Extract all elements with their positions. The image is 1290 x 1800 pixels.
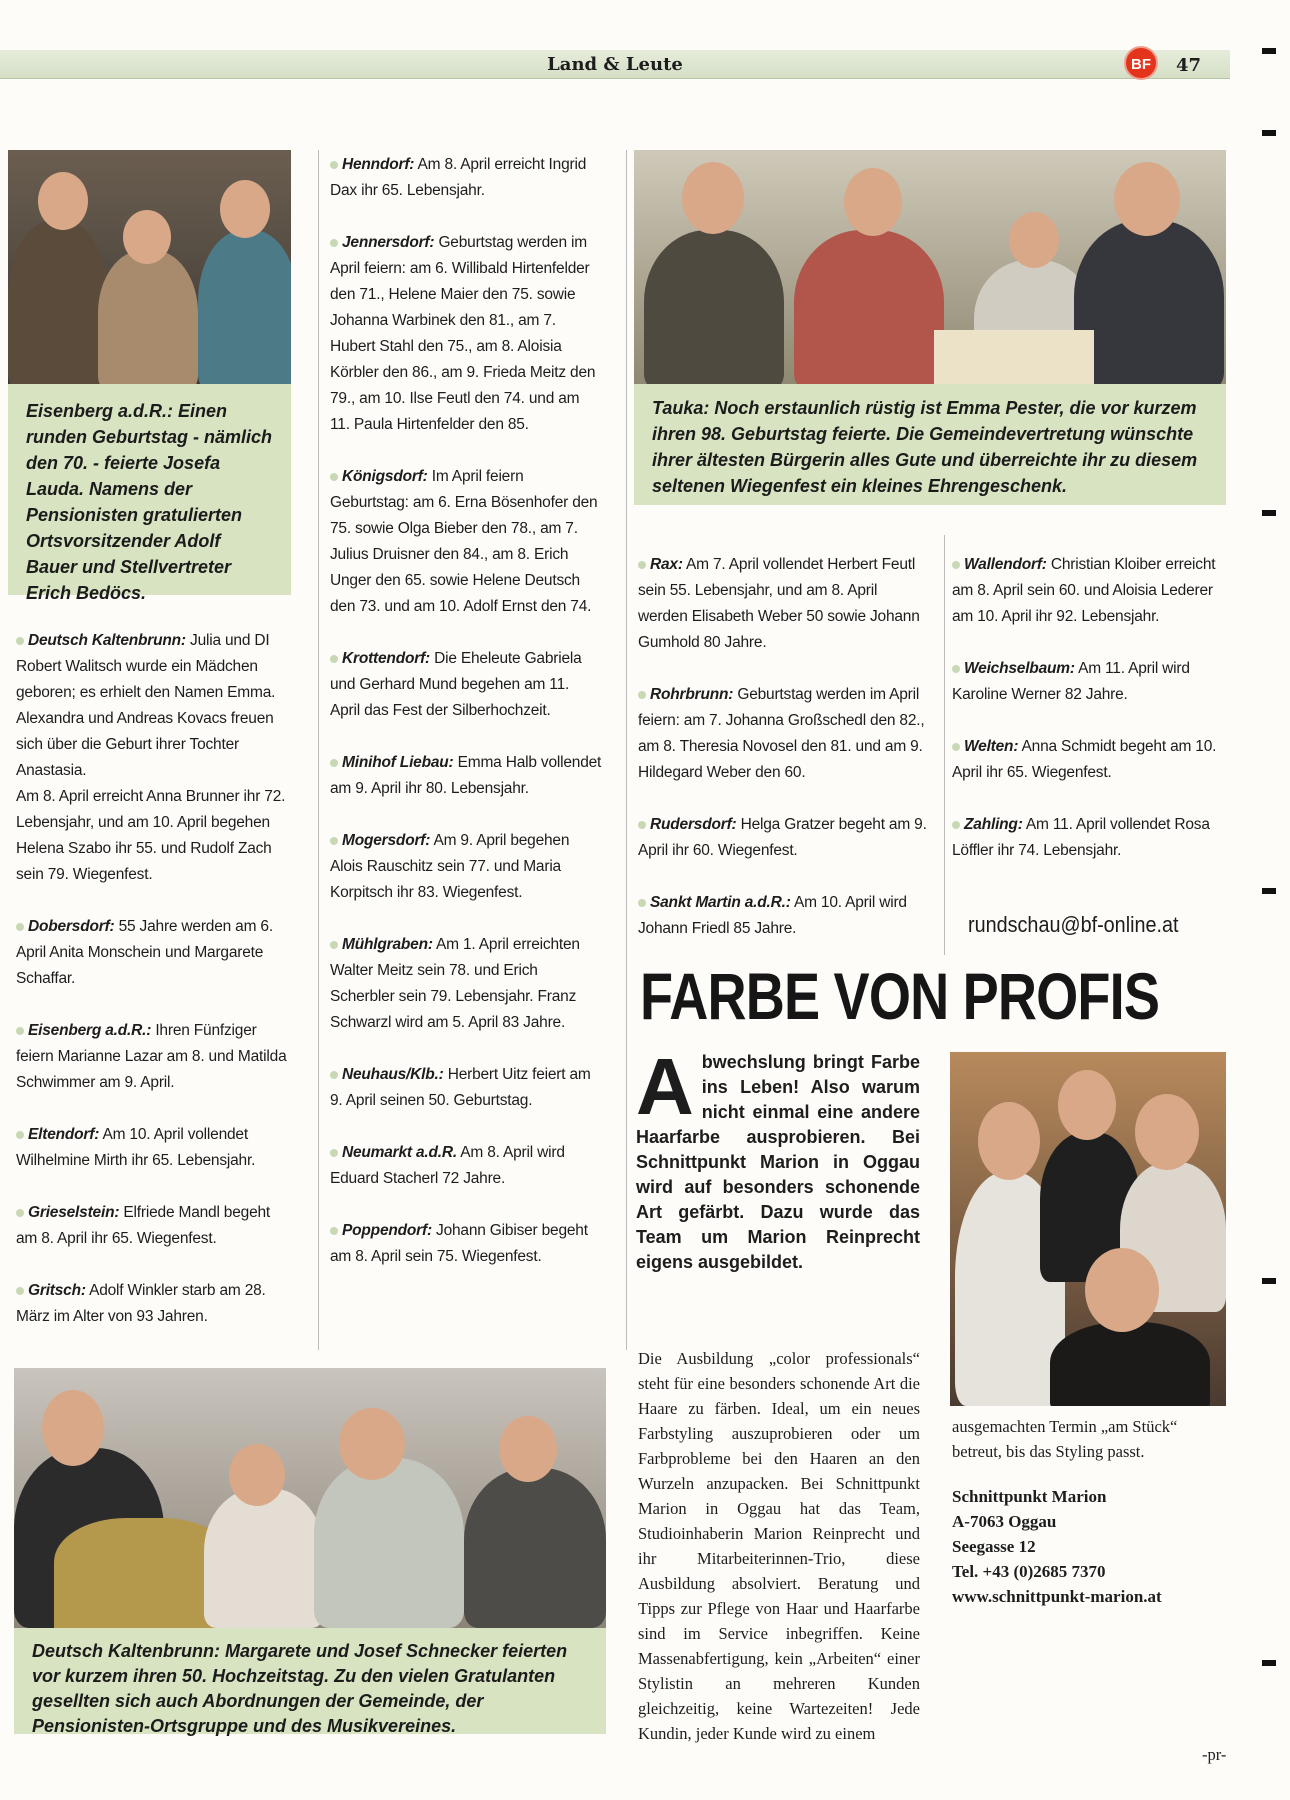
photo-kaltenbrunn xyxy=(14,1368,606,1628)
news-item: Königsdorf: Im April feiern Geburtstag: am 6. Erna Bösenhofer den 75. sowie Olga Bieber den 78., am 7. Julius Druisner den 84., am 8. Erich Unger den 65. sowie Helene Deutsch den 73. und am 10. Adolf Ernst den 74. xyxy=(330,468,598,615)
caption-tauka: Tauka: Noch erstaunlich rüstig ist Emma Pester, die vor kurzem ihren 98. Geburtstag feierte. Die Gemeindevertretung wünschte ihrer ältesten Bürgerin alles Gute und überreichte ihr zu diesem seltenen Wiegenfest ein kleines Ehrengeschenk. xyxy=(634,384,1226,505)
bullet-icon xyxy=(330,837,338,845)
bullet-icon xyxy=(16,1131,24,1139)
news-item: Sankt Martin a.d.R.: Am 10. April wird Johann Friedl 85 Jahre. xyxy=(638,894,907,937)
bullet-icon xyxy=(16,637,24,645)
bullet-icon xyxy=(330,1071,338,1079)
column-divider xyxy=(626,150,627,1350)
news-item: Rudersdorf: Helga Gratzer begeht am 9. April ihr 60. Wiegenfest. xyxy=(638,816,927,859)
bullet-icon xyxy=(16,1287,24,1295)
bullet-icon xyxy=(330,239,338,247)
news-item: Rax: Am 7. April vollendet Herbert Feutl sein 55. Lebensjahr, und am 8. April werden Elisabeth Weber 50 sowie Johann Gumhold 80 Jahre. xyxy=(638,556,920,651)
drop-cap: A xyxy=(636,1042,694,1131)
business-website[interactable]: www.schnittpunkt-marion.at xyxy=(952,1587,1162,1606)
bullet-icon xyxy=(952,561,960,569)
column-divider xyxy=(318,150,319,1350)
scan-mark xyxy=(1262,510,1276,516)
caption-kaltenbrunn: Deutsch Kaltenbrunn: Margarete und Josef Schnecker feierten vor kurzem ihren 50. Hochzeitstag. Zu den vielen Gratulanten gesellten sich auch Abordnungen der Gemeinde, der Pensionisten-Ortsgruppe und des Musikvereines. xyxy=(14,1628,606,1734)
photo-tauka xyxy=(634,150,1226,384)
business-phone: Tel. +43 (0)2685 7370 xyxy=(952,1562,1106,1581)
news-item: Welten: Anna Schmidt begeht am 10. April ihr 65. Wiegenfest. xyxy=(952,738,1217,781)
contact-email[interactable]: rundschau@bf-online.at xyxy=(968,912,1179,937)
news-column-2 xyxy=(330,152,602,1296)
news-item: Neuhaus/Klb.: Herbert Uitz feiert am 9. April seinen 50. Geburtstag. xyxy=(330,1066,591,1109)
news-item: Deutsch Kaltenbrunn: Julia und DI Robert Walitsch wurde ein Mädchen geboren; es erhielt den Namen Emma. Alexandra und Andreas Kovacs freuen sich über die Geburt ihrer Tochter Anastasia. Am 8. April erreicht Anna Brunner ihr 72. Lebensjahr, und am 10. April begehen Helena Szabo ihr 55. und Rudolf Zach sein 79. Wiegenfest. xyxy=(16,632,286,883)
photo-salon-team xyxy=(950,1052,1226,1406)
bullet-icon xyxy=(638,821,646,829)
news-item: Jennersdorf: Geburtstag werden im April feiern: am 6. Willibald Hirtenfelder den 71., Helene Maier den 75. sowie Johanna Warbinek den 81., am 7. Hubert Stahl den 75., am 8. Aloisia Körbler den 86., am 9. Frieda Meitz den 79., am 10. Ilse Feutl den 74. und am 11. Paula Hirtenfelder den 85. xyxy=(330,234,596,433)
photo-eisenberg xyxy=(8,150,291,384)
article-body: Die Ausbildung „color professionals“ steht für eine besonders schonende Art die Haare zu färben. Ideal, um ein neues Farbstyling auszuprobieren oder um Farbprobleme bei den Haaren an den Wurzeln anzupacken. Bei Schnittpunkt Marion in Oggau hat das Team, Studioinhaberin Marion Reinprecht und ihr Mitarbeiterinnen-Trio, diese Ausbildung absolviert. Beratung und Tipps zur Pflege von Haar und Haarfarbe sind im Service inbegriffen. Keine Massenabfertigung, kein „Arbeiten“ einer Stylistin an mehreren Kunden gleichzeitig, keine Wartezeiten! Jede Kundin, jeder Kunde wird zu einem xyxy=(638,1349,920,1743)
news-item: Eltendorf: Am 10. April vollendet Wilhelmine Mirth ihr 65. Lebensjahr. xyxy=(16,1126,256,1169)
bullet-icon xyxy=(330,941,338,949)
news-column-4 xyxy=(952,552,1222,890)
news-item: Rohrbrunn: Geburtstag werden im April feiern: am 7. Johanna Großschedl den 82., am 8. Theresia Novosel den 81. und am 9. Hildegard Weber den 60. xyxy=(638,686,925,781)
news-item: Weichselbaum: Am 11. April wird Karoline Werner 82 Jahre. xyxy=(952,660,1190,703)
bullet-icon xyxy=(16,1027,24,1035)
news-item: Gritsch: Adolf Winkler starb am 28. März im Alter von 93 Jahren. xyxy=(16,1282,266,1325)
bullet-icon xyxy=(16,923,24,931)
business-postcode: A-7063 Oggau xyxy=(952,1512,1057,1531)
news-column-3 xyxy=(638,552,928,968)
bullet-icon xyxy=(330,655,338,663)
section-label: Land & Leute xyxy=(547,54,683,75)
article-headline: FARBE VON PROFIS xyxy=(640,959,1160,1033)
column-divider xyxy=(944,535,945,955)
scan-mark xyxy=(1262,1278,1276,1284)
business-street: Seegasse 12 xyxy=(952,1537,1036,1556)
bullet-icon xyxy=(330,473,338,481)
bullet-icon xyxy=(330,161,338,169)
article-lead: Abwechslung bringt Farbe ins Leben! Also warum nicht einmal eine andere Haarfarbe ausprobieren. Bei Schnittpunkt Marion in Oggau wird auf besonders schonende Art gefärbt. Dazu wurde das Team um Marion Reinprecht eigens ausgebildet. xyxy=(636,1042,920,1272)
scan-mark xyxy=(1262,1660,1276,1666)
bullet-icon xyxy=(638,691,646,699)
article-signature: -pr- xyxy=(1202,1745,1227,1764)
scan-mark xyxy=(1262,130,1276,136)
news-item: Grieselstein: Elfriede Mandl begeht am 8. April ihr 65. Wiegenfest. xyxy=(16,1204,271,1247)
news-item: Eisenberg a.d.R.: Ihren Fünfziger feiern Marianne Lazar am 8. und Matilda Schwimmer am 9. April. xyxy=(16,1022,287,1091)
news-item: Minihof Liebau: Emma Halb vollendet am 9. April ihr 80. Lebensjahr. xyxy=(330,754,602,797)
news-item: Mogersdorf: Am 9. April begehen Alois Rauschitz sein 77. und Maria Korpitsch ihr 83. Wiegenfest. xyxy=(330,832,570,901)
scan-mark xyxy=(1262,48,1276,54)
bullet-icon xyxy=(330,1149,338,1157)
news-item: Wallendorf: Christian Kloiber erreicht am 8. April sein 60. und Aloisia Lederer am 10. April ihr 92. Lebensjahr. xyxy=(952,556,1216,625)
bullet-icon xyxy=(16,1209,24,1217)
bullet-icon xyxy=(330,1227,338,1235)
news-column-1 xyxy=(16,628,291,1356)
bullet-icon xyxy=(638,899,646,907)
bf-logo: BF xyxy=(1124,46,1158,80)
news-item: Poppendorf: Johann Gibiser begeht am 8. April sein 75. Wiegenfest. xyxy=(330,1222,588,1265)
bullet-icon xyxy=(952,821,960,829)
article-body-continued: ausgemachten Termin „am Stück“ betreut, bis das Styling passt. xyxy=(952,1417,1178,1461)
bullet-icon xyxy=(952,743,960,751)
page-number: 47 xyxy=(1176,55,1202,76)
business-address xyxy=(952,1484,1224,1609)
bullet-icon xyxy=(330,759,338,767)
business-name: Schnittpunkt Marion xyxy=(952,1487,1107,1506)
news-item: Dobersdorf: 55 Jahre werden am 6. April Anita Monschein und Margarete Schaffar. xyxy=(16,918,273,987)
news-item: Henndorf: Am 8. April erreicht Ingrid Dax ihr 65. Lebensjahr. xyxy=(330,156,587,199)
bullet-icon xyxy=(638,561,646,569)
bullet-icon xyxy=(952,665,960,673)
news-item: Neumarkt a.d.R. Am 8. April wird Eduard Stacherl 72 Jahre. xyxy=(330,1144,565,1187)
news-item: Mühlgraben: Am 1. April erreichten Walter Meitz sein 78. und Erich Scherbler sein 79. Lebensjahr. Franz Schwarzl wird am 5. April 83 Jahre. xyxy=(330,936,580,1031)
news-item: Zahling: Am 11. April vollendet Rosa Löffler ihr 74. Lebensjahr. xyxy=(952,816,1210,859)
news-item: Krottendorf: Die Eheleute Gabriela und Gerhard Mund begehen am 11. April das Fest der Silberhochzeit. xyxy=(330,650,582,719)
scan-mark xyxy=(1262,888,1276,894)
caption-eisenberg: Eisenberg a.d.R.: Einen runden Geburtstag - nämlich den 70. - feierte Josefa Lauda. Namens der Pensionisten gratulierten Ortsvorsitzender Adolf Bauer und Stellvertreter Erich Bedöcs. xyxy=(8,384,291,595)
